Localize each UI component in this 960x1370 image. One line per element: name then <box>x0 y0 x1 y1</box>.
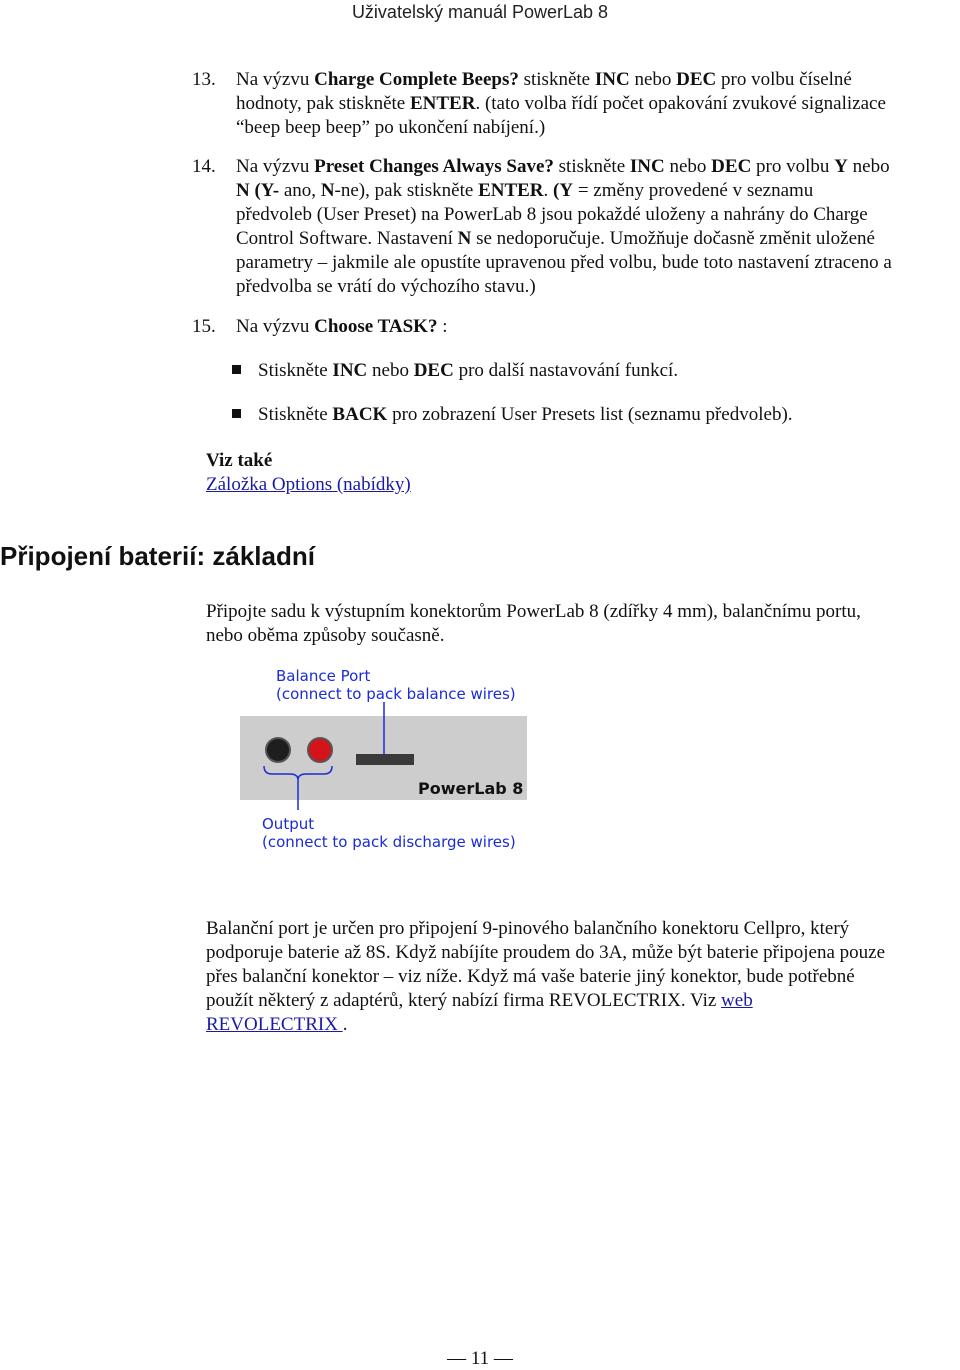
step-number: 15. <box>192 316 216 337</box>
text-line: Control Software. Nastavení N se nedoporučuje. Umožňuje dočasně změnit uložené <box>236 228 875 249</box>
balance-port-label: Balance Port <box>276 667 371 685</box>
bold-term: INC <box>629 156 665 177</box>
bold-term: (Y- <box>254 180 280 201</box>
web-link[interactable]: web <box>721 990 753 1011</box>
body-text: použít některý z adaptérů, který nabízí firma REVOLECTRIX. Viz <box>206 990 722 1011</box>
text-line: hodnoty, pak stiskněte ENTER. (tato volba řídí počet opakování zvukové signalizace <box>236 93 886 114</box>
section-intro <box>206 600 946 648</box>
body-line: přes balanční konektor – viz níže. Když má vaše baterie jiný konektor, bude potřebné <box>206 966 855 987</box>
bold-term: DEC <box>413 360 454 381</box>
step-number: 13. <box>192 69 216 90</box>
text-line: předvolba se vrátí do výchozího stavu.) <box>236 276 536 297</box>
bullet-item: Stiskněte INC nebo DEC pro další nastavování funkcí. <box>258 360 679 381</box>
body-text: . <box>342 1014 348 1035</box>
balance-port-sub: (connect to pack balance wires) <box>276 685 516 703</box>
intro-line: Připojte sadu k výstupním konektorům PowerLab 8 (zdířky 4 mm), balančnímu portu, <box>206 601 861 622</box>
bullet-icon <box>232 409 241 418</box>
page-header: Uživatelský manuál PowerLab 8 <box>351 2 609 22</box>
bold-term: ENTER <box>478 180 544 201</box>
output-bracket-icon <box>264 766 332 780</box>
bold-term: N <box>320 180 335 201</box>
bold-term: ENTER <box>409 93 476 114</box>
bold-term: (Y <box>553 180 574 201</box>
bullet-item: Stiskněte BACK pro zobrazení User Presets list (seznamu předvoleb). <box>258 404 793 425</box>
section-body <box>206 917 951 1037</box>
intro-line: nebo oběma způsoby současně. <box>206 625 445 646</box>
bold-term: BACK <box>332 404 388 425</box>
options-tab-link[interactable]: Záložka Options (nabídky) <box>206 474 411 495</box>
section-heading: Připojení baterií: základní <box>0 541 315 571</box>
bold-term: Preset Changes Always Save? <box>314 156 554 177</box>
output-jack-black-icon <box>266 738 290 762</box>
page-footer: — 11 — <box>447 1348 513 1369</box>
bold-term: INC <box>332 360 368 381</box>
text-line: předvoleb (User Preset) na PowerLab 8 jsou pokaždé uloženy a nahrány do Charge <box>236 204 868 225</box>
body-line <box>206 1013 951 1037</box>
text-line: Na výzvu Preset Changes Always Save? stiskněte INC nebo DEC pro volbu Y nebo <box>236 156 890 177</box>
bold-term: INC <box>594 69 630 90</box>
text-line: “beep beep beep” po ukončení nabíjení.) <box>236 117 546 138</box>
output-label: Output <box>262 815 315 833</box>
bold-term: N <box>457 228 472 249</box>
text-line: Na výzvu Charge Complete Beeps? stiskněte INC nebo DEC pro volbu číselné <box>236 69 852 90</box>
text-line: N (Y- ano, N-ne), pak stiskněte ENTER. (Y = změny provedené v seznamu <box>236 180 814 201</box>
bold-term: DEC <box>711 156 752 177</box>
bold-term: Y <box>834 156 848 177</box>
device-name-label: PowerLab 8 <box>418 779 524 798</box>
output-sub: (connect to pack discharge wires) <box>262 833 516 851</box>
balance-port-slot-icon <box>356 754 414 765</box>
bold-term: N <box>236 180 250 201</box>
text-line: Na výzvu Choose TASK? : <box>236 316 448 337</box>
body-line: podporuje baterie až 8S. Když nabíjíte proudem do 3A, může být baterie připojena pouze <box>206 942 886 963</box>
text-line: parametry – jakmile ale opustíte upravenou před volbu, bude toto nastavení ztraceno a <box>236 252 892 273</box>
step-15-text <box>236 315 956 339</box>
step-14-text <box>236 155 956 299</box>
page-number: 11 <box>470 1348 490 1369</box>
revolectrix-link[interactable]: REVOLECTRIX <box>206 1014 343 1035</box>
step-13-text <box>236 68 956 140</box>
bold-term: DEC <box>676 69 717 90</box>
body-line: Balanční port je určen pro připojení 9-pinového balančního konektoru Cellpro, který <box>206 918 850 939</box>
output-jack-red-icon <box>308 738 332 762</box>
bold-term: Choose TASK? <box>314 316 438 337</box>
bullet-icon <box>232 365 241 374</box>
step-number: 14. <box>192 156 216 177</box>
bold-term: Charge Complete Beeps? <box>314 69 519 90</box>
body-line <box>206 989 951 1013</box>
see-also-label: Viz také <box>206 450 273 471</box>
